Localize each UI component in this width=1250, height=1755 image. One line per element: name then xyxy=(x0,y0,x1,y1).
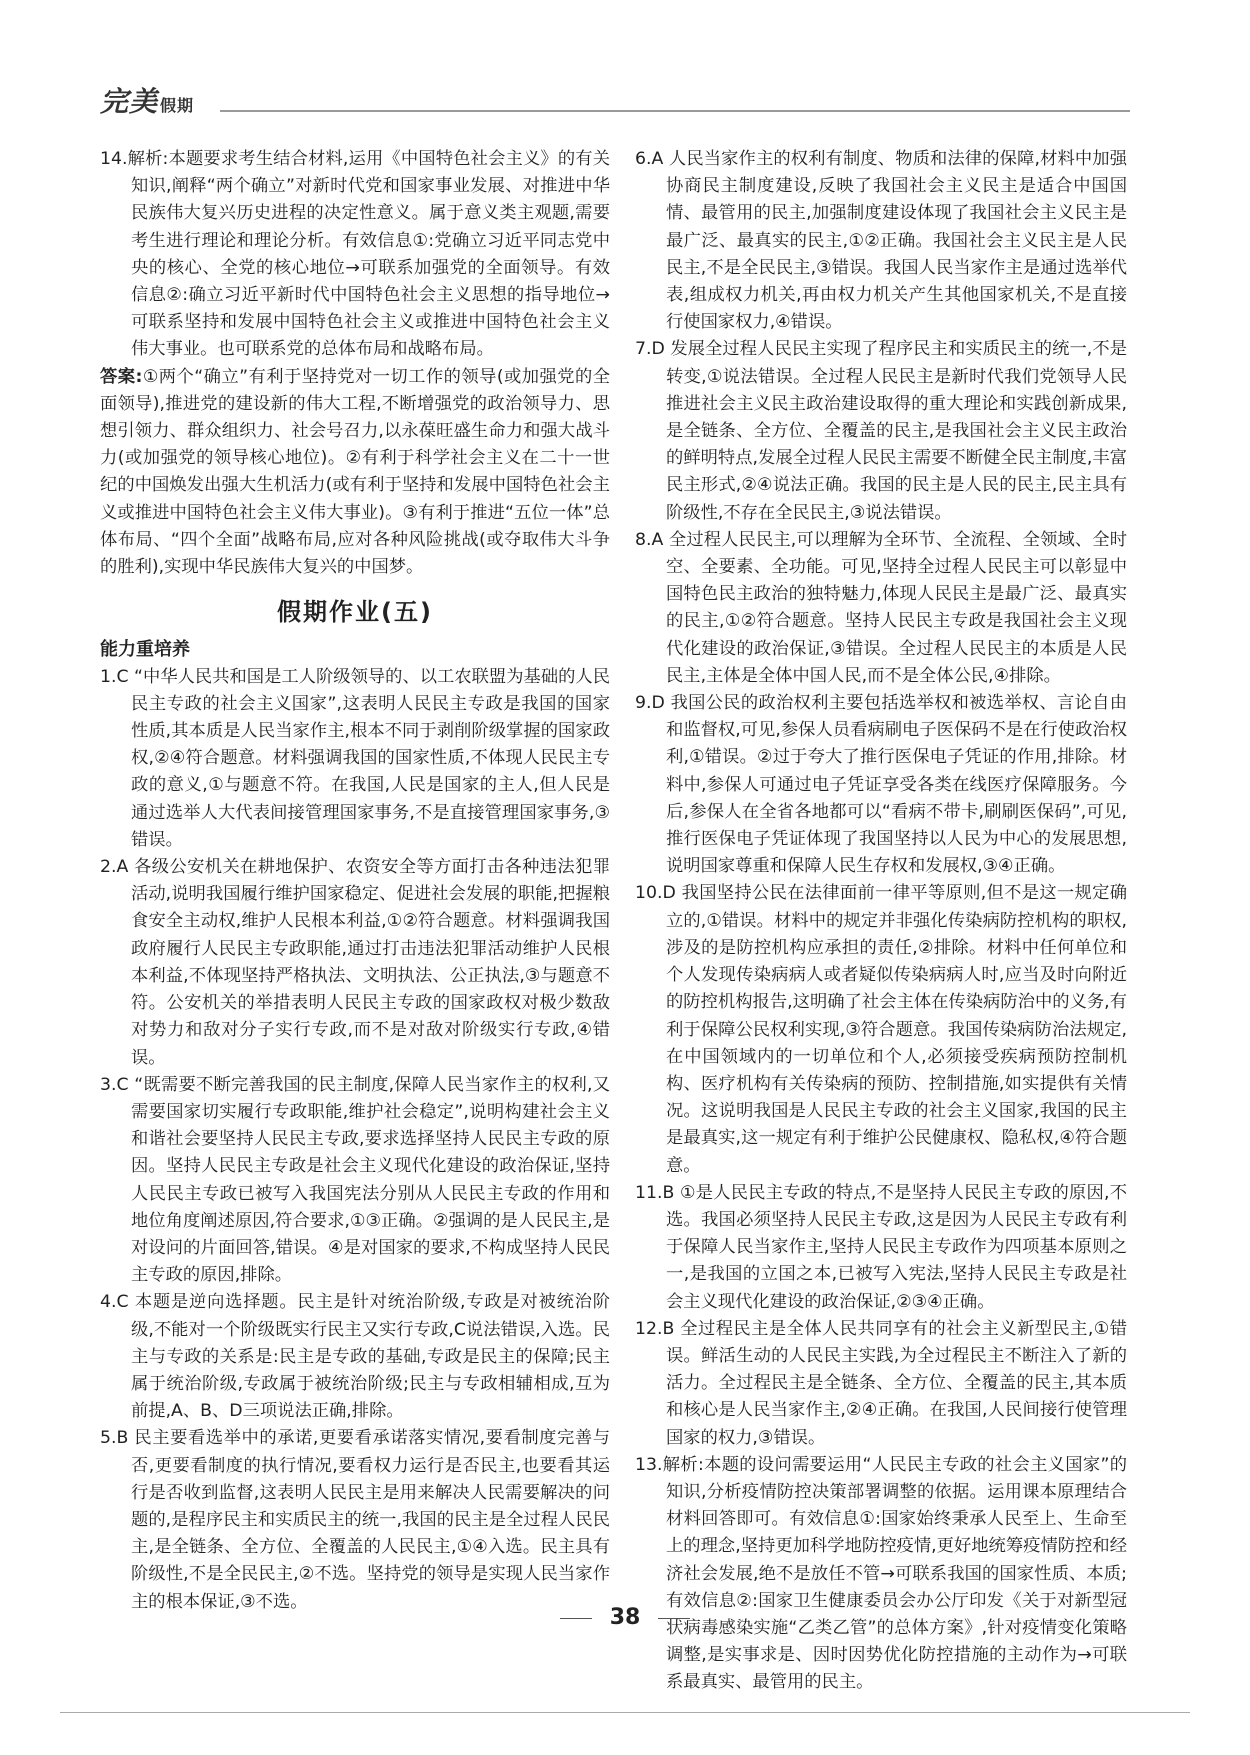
answer-5: 5.B 民主要看选举中的承诺,更要看承诺落实情况,要看制度完善与否,更要看制度的执行情况,要看权力运行是否民主,也要看其运行是否收到监督,这表明人民民主是用来解决人民需要解决的问题的,是程序民主和实质民主的统一,我国的民主是全过程人民民主,是全链条、全方位、全覆盖的人民民主,①④入选。民主具有阶级性,不是全民民主,②不选。坚持党的领导是实现人民当家作主的根本保证,③不选。 xyxy=(100,1428,610,1612)
answer-6: 6.A 人民当家作主的权利有制度、物质和法律的保障,材料中加强协商民主制度建设,反映了我国社会主义民主是适合中国国情、最管用的民主,加强制度建设体现了我国社会主义民主是最广泛、最真实的民主,①②正确。我国社会主义民主是人民民主,不是全民民主,③错误。我国人民当家作主是通过选举代表,组成权力机关,再由权力机关产生其他国家机关,不是直接行使国家权力,④错误。 xyxy=(635,149,1127,333)
right-column xyxy=(635,146,1127,1697)
answer-10: 10.D 我国坚持公民在法律面前一律平等原则,但不是这一规定确立的,①错误。材料中的规定并非强化传染病防控机构的职权,涉及的是防控机构应承担的责任,②排除。材料中任何单位和个人发现传染病病人或者疑似传染病病人时,应当及时向附近的防控机构报告,这明确了社会主体在传染病防治中的义务,有利于保障公民权利实现,③符合题意。我国传染病防治法规定,在中国领域内的一切单位和个人,必须接受疾病预防控制机构、医疗机构有关传染病的预防、控制措施,如实提供有关情况。这说明我国是人民民主专政的社会主义国家,我国的民主是最真实,这一规定有利于维护公民健康权、隐私权,④符合题意。 xyxy=(635,883,1127,1176)
left-column xyxy=(100,146,610,1616)
answer-12: 12.B 全过程民主是全体人民共同享有的社会主义新型民主,①错误。鲜活生动的人民民主实践,为全过程民主不断注入了新的活力。全过程民主是全链条、全方位、全覆盖的民主,其本质和核心是人民当家作主,②④正确。在我国,人民间接行使管理国家的权力,③错误。 xyxy=(635,1318,1127,1448)
answer-1: 1.C “中华人民共和国是工人阶级领导的、以工农联盟为基础的人民民主专政的社会主义国家”,这表明人民民主专政是我国的国家性质,其本质是人民当家作主,根本不同于剥削阶级掌握的国家政权,②④符合题意。材料强调我国的国家性质,不体现人民民主专政的意义,①与题意不符。在我国,人民是国家的主人,但人民是通过选举人大代表间接管理国家事务,不是直接管理国家事务,③错误。 xyxy=(100,666,610,850)
sub-title: 能力重培养 xyxy=(100,639,190,661)
answer-7: 7.D 发展全过程人民民主实现了程序民主和实质民主的统一,不是转变,①说法错误。全过程人民民主是新时代我们党领导人民推进社会主义民主政治建设取得的重大理论和实践创新成果,是全链条、全方位、全覆盖的民主,是我国社会主义民主政治的鲜明特点,发展全过程人民民主需要不断健全民主制度,丰富民主形式,②④说法正确。我国的民主是人民的民主,民主具有阶级性,不存在全民民主,③说法错误。 xyxy=(635,339,1127,523)
section-title: 假期作业(五) xyxy=(277,598,433,627)
answer-3: 3.C “既需要不断完善我国的民主制度,保障人民当家作主的权利,又需要国家切实履行专政职能,维护社会稳定”,说明构建社会主义和谐社会要坚持人民民主专政,要求选择坚持人民民主专政的原因。坚持人民民主专政是社会主义现代化建设的政治保证,坚持人民民主专政已被写入我国宪法分别从人民民主专政的作用和地位角度阐述原因,符合要求,①③正确。②强调的是人民民主,是对设问的片面回答,错误。④是对国家的要求,不构成坚持人民民主专政的原因,排除。 xyxy=(100,1074,610,1286)
answer-14-answer: 答案:①两个“确立”有利于坚持党对一切工作的领导(或加强党的全面领导),推进党的建设新的伟大工程,不断增强党的政治领导力、思想引领力、群众组织力、社会号召力,以永葆旺盛生命力和强大战斗力(或加强党的领导核心地位)。②有利于科学社会主义在二十一世纪的中国焕发出强大生机活力(或有利于坚持和发展中国特色社会主义或推进中国特色社会主义伟大事业)。③有利于推进“五位一体”总体布局、“四个全面”战略布局,应对各种风险挑战(或夺取伟大斗争的胜利),实现中华民族伟大复兴的中国梦。 xyxy=(100,366,610,578)
answer-4: 4.C 本题是逆向选择题。民主是针对统治阶级,专政是对被统治阶级,不能对一个阶级既实行民主又实行专政,C说法错误,入选。民主与专政的关系是:民主是专政的基础,专政是民主的保障;民主属于统治阶级,专政属于被统治阶级;民主与专政相辅相成,互为前提,A、B、D三项说法正确,排除。 xyxy=(100,1292,610,1422)
answer-2: 2.A 各级公安机关在耕地保护、农资安全等方面打击各种违法犯罪活动,说明我国履行维护国家稳定、促进社会发展的职能,把握粮食安全主动权,维护人民根本利益,①②符合题意。材料强调我国政府履行人民民主专政职能,通过打击违法犯罪活动维护人民根本利益,不体现坚持严格执法、文明执法、公正执法,③与题意不符。公安机关的举措表明人民民主专政的国家政权对极少数敌对势力和敌对分子实行专政,而不是对敌对阶级实行专政,④错误。 xyxy=(100,857,610,1068)
answer-9: 9.D 我国公民的政治权利主要包括选举权和被选举权、言论自由和监督权,可见,参保人员看病刷电子医保码不是在行使政治权利,①错误。②过于夸大了推行医保电子凭证的作用,排除。材料中,参保人可通过电子凭证享受各类在线医疗保障服务。今后,参保人在全省各地都可以“看病不带卡,刷刷医保码”,可见,推行医保电子凭证体现了我国坚持以人民为中心的发展思想,说明国家尊重和保障人民生存权和发展权,③④正确。 xyxy=(635,693,1127,877)
logo: 完美 假期 xyxy=(100,85,195,118)
page-header xyxy=(100,80,1130,130)
answer-11: 11.B ①是人民民主专政的特点,不是坚持人民民主专政的原因,不选。我国必须坚持人民民主专政,这是因为人民民主专政有利于保障人民当家作主,坚持人民民主专政作为四项基本原则之一,是我国的立国之本,已被写入宪法,坚持人民民主专政是社会主义现代化建设的政治保证,②③④正确。 xyxy=(635,1182,1127,1312)
header-rule xyxy=(220,110,1130,112)
answer-8: 8.A 全过程人民民主,可以理解为全环节、全流程、全领域、全时空、全要素、全功能。可见,坚持全过程人民民主可以彰显中国特色民主政治的独特魅力,体现人民民主是最广泛、最真实的民主,①②符合题意。坚持人民民主专政是我国社会主义现代化建设的政治保证,③错误。全过程人民民主的本质是人民民主,主体是全体中国人民,而不是全体公民,④排除。 xyxy=(635,529,1127,686)
answer-14-analysis: 14.解析:本题要求考生结合材料,运用《中国特色社会主义》的有关知识,阐释“两个确立”对新时代党和国家事业发展、对推进中华民族伟大复兴历史进程的决定性意义。属于意义类主观题,需要考生进行理论和理论分析。有效信息①:党确立习近平同志党中央的核心、全党的核心地位→可联系加强党的全面领导。有效信息②:确立习近平新时代中国特色社会主义思想的指导地位→可联系坚持和发展中国特色社会主义或推进中国特色社会主义伟大事业。也可联系党的总体布局和战略布局。 xyxy=(100,149,610,360)
page-number: 38 xyxy=(0,1605,1250,1630)
bottom-rule xyxy=(60,1712,1190,1713)
answer-13: 13.解析:本题的设问需要运用“人民民主专政的社会主义国家”的知识,分析疫情防控决策部署调整的依据。运用课本原理结合材料回答即可。有效信息①:国家始终秉承人民至上、生命至上的理念,坚持更加科学地防控疫情,更好地统筹疫情防控和经济社会发展,绝不是放任不管→可联系我国的国家性质、本质;有效信息②:国家卫生健康委员会办公厅印发《关于对新型冠状病毒感染实施“乙类乙管”的总体方案》,针对疫情变化策略调整,是实事求是、因时因势优化防控措施的主动作为→可联系最真实、最管用的民主。 xyxy=(635,1454,1127,1693)
